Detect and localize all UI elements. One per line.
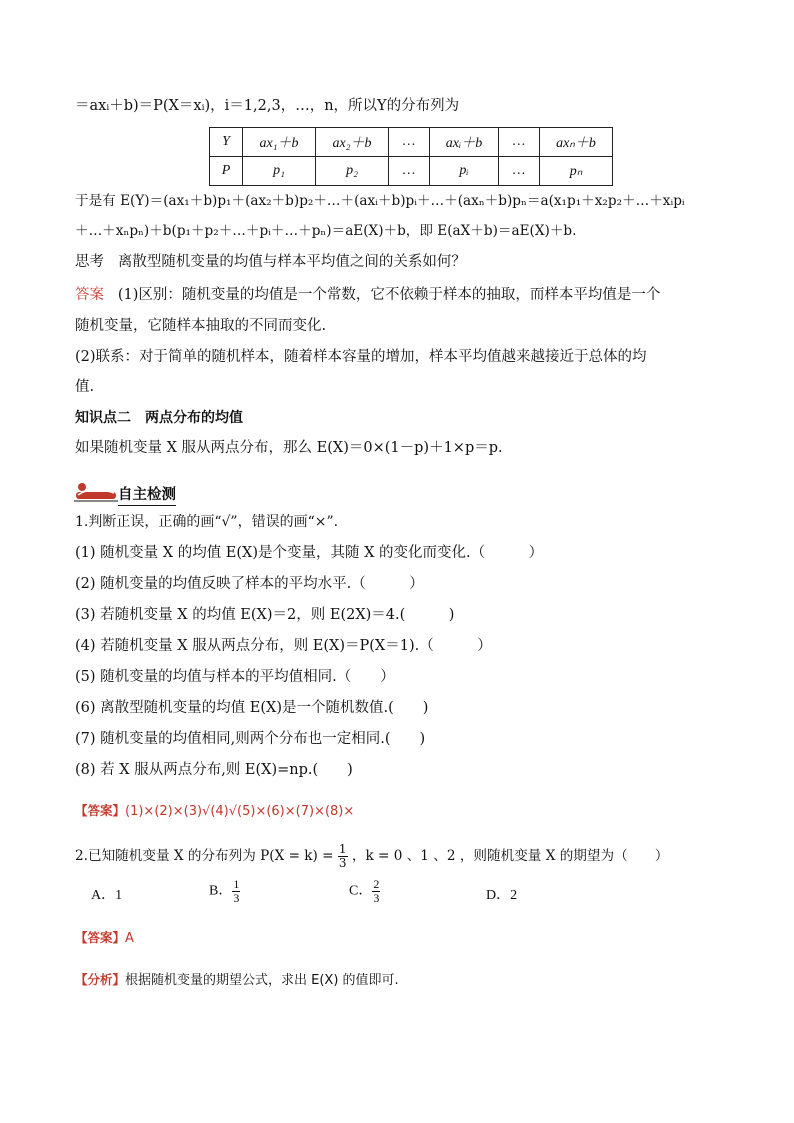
table-cell: … xyxy=(389,157,430,186)
list-item: (6) 离散型随机变量的均值 E(X)是一个随机数值.( ) xyxy=(75,700,429,716)
table-cell: … xyxy=(499,128,540,157)
think-label: 思考 xyxy=(75,254,104,270)
list-item: (7) 随机变量的均值相同,则两个分布也一定相同.( ) xyxy=(75,731,426,747)
list-item: (2) 随机变量的均值反映了样本的平均水平.（ ） xyxy=(75,576,424,592)
kp2-heading: 知识点二 两点分布的均值 xyxy=(75,410,243,426)
q1-prompt: 1.判断正误，正确的画“√”，错误的画“×”. xyxy=(75,514,339,530)
answer-label: 答案 xyxy=(75,287,104,303)
table-row xyxy=(210,128,613,157)
option-c[interactable]: C． $\frac{2}{3}$ xyxy=(349,877,380,905)
q2-answer-value: A xyxy=(125,931,134,946)
answer-tag: 【答案】 xyxy=(75,803,126,818)
q2-analysis xyxy=(75,970,399,991)
table-cell: pₙ xyxy=(540,157,613,186)
table-cell: P xyxy=(210,157,243,186)
answer-tag: 【答案】 xyxy=(75,930,126,945)
q2-fraction: $\frac{1}{3}$ xyxy=(338,842,347,870)
q1-answer-value: (1)×(2)×(3)√(4)√(5)×(6)×(7)×(8)× xyxy=(125,804,355,819)
table-cell: ax₁＋b xyxy=(243,128,316,157)
option-d[interactable]: D．2 xyxy=(486,888,518,903)
answer-line-2: 随机变量，它随样本抽取的不同而变化. xyxy=(75,318,327,334)
table-cell: axₙ＋b xyxy=(540,128,613,157)
table-cell: … xyxy=(389,128,430,157)
q2-answer xyxy=(75,928,134,949)
answer-line-1 xyxy=(75,285,660,305)
table-cell: … xyxy=(499,157,540,186)
q2-question xyxy=(75,843,668,870)
q2-text-b: ，k = 0 、1 、2 ，则随机变量 X 的期望为（ ） xyxy=(351,848,669,864)
think-question: 离散型随机变量的均值与样本平均值之间的关系如何？ xyxy=(117,254,466,270)
self-check-title: 自主检测 xyxy=(118,485,176,506)
list-item: (1) 随机变量 X 的均值 E(X)是个变量，其随 X 的变化而变化.（ ） xyxy=(75,545,544,561)
derivation-line-2: ＋…＋xₙpₙ)＋b(p₁＋p₂＋…＋pᵢ＋…＋pₙ)＝aE(X)＋b，即 E(aX＋b)＝aE(X)＋b. xyxy=(75,223,577,239)
table-cell: ax₂＋b xyxy=(316,128,389,157)
option-b[interactable]: B． $\frac{1}{3}$ xyxy=(209,877,240,905)
intro-line: ＝axᵢ＋b)＝P(X＝xᵢ)，i＝1,2,3，…，n，所以Y的分布列为 xyxy=(75,98,460,114)
q2-text-a: 2.已知随机变量 X 的分布列为 P(X = k) = xyxy=(75,848,334,864)
q1-answer xyxy=(75,801,354,822)
table-row xyxy=(210,157,613,186)
think-line xyxy=(75,252,466,272)
table-cell: axᵢ＋b xyxy=(430,128,499,157)
kp2-text: 如果随机变量 X 服从两点分布，那么 E(X)＝0×(1－p)＋1×p＝p. xyxy=(75,440,503,456)
table-cell: p₂ xyxy=(316,157,389,186)
q2-analysis-text: 根据随机变量的期望公式，求出 E(X) 的值即可. xyxy=(125,973,399,988)
analysis-tag: 【分析】 xyxy=(75,972,126,987)
table-cell: p₁ xyxy=(243,157,316,186)
option-a[interactable]: A．1 xyxy=(91,888,123,903)
distribution-table xyxy=(209,127,613,186)
table-cell: pᵢ xyxy=(430,157,499,186)
list-item: (8) 若 X 服从两点分布,则 E(X)=np.( ) xyxy=(75,762,353,778)
answer-text: (1)区别：随机变量的均值是一个常数，它不依赖于样本的抽取，而样本平均值是一个 xyxy=(117,287,661,303)
answer-line-4: 值. xyxy=(75,379,95,395)
list-item: (5) 随机变量的均值与样本的平均值相同.（ ） xyxy=(75,669,395,685)
list-item: (4) 若随机变量 X 服从两点分布，则 E(X)＝P(X＝1).（ ） xyxy=(75,638,492,654)
self-check-logo-icon xyxy=(72,481,120,503)
derivation-line-1: 于是有 E(Y)＝(ax₁＋b)p₁＋(ax₂＋b)p₂＋…＋(axᵢ＋b)pᵢ＋…＋(axₙ＋b)pₙ＝a(x₁p₁＋x₂p₂＋…＋xᵢpᵢ xyxy=(75,193,685,209)
table-cell: Y xyxy=(210,128,243,157)
list-item: (3) 若随机变量 X 的均值 E(X)＝2，则 E(2X)＝4.( ) xyxy=(75,607,455,623)
answer-line-3: (2)联系：对于简单的随机样本，随着样本容量的增加，样本平均值越来越接近于总体的均 xyxy=(75,349,647,365)
